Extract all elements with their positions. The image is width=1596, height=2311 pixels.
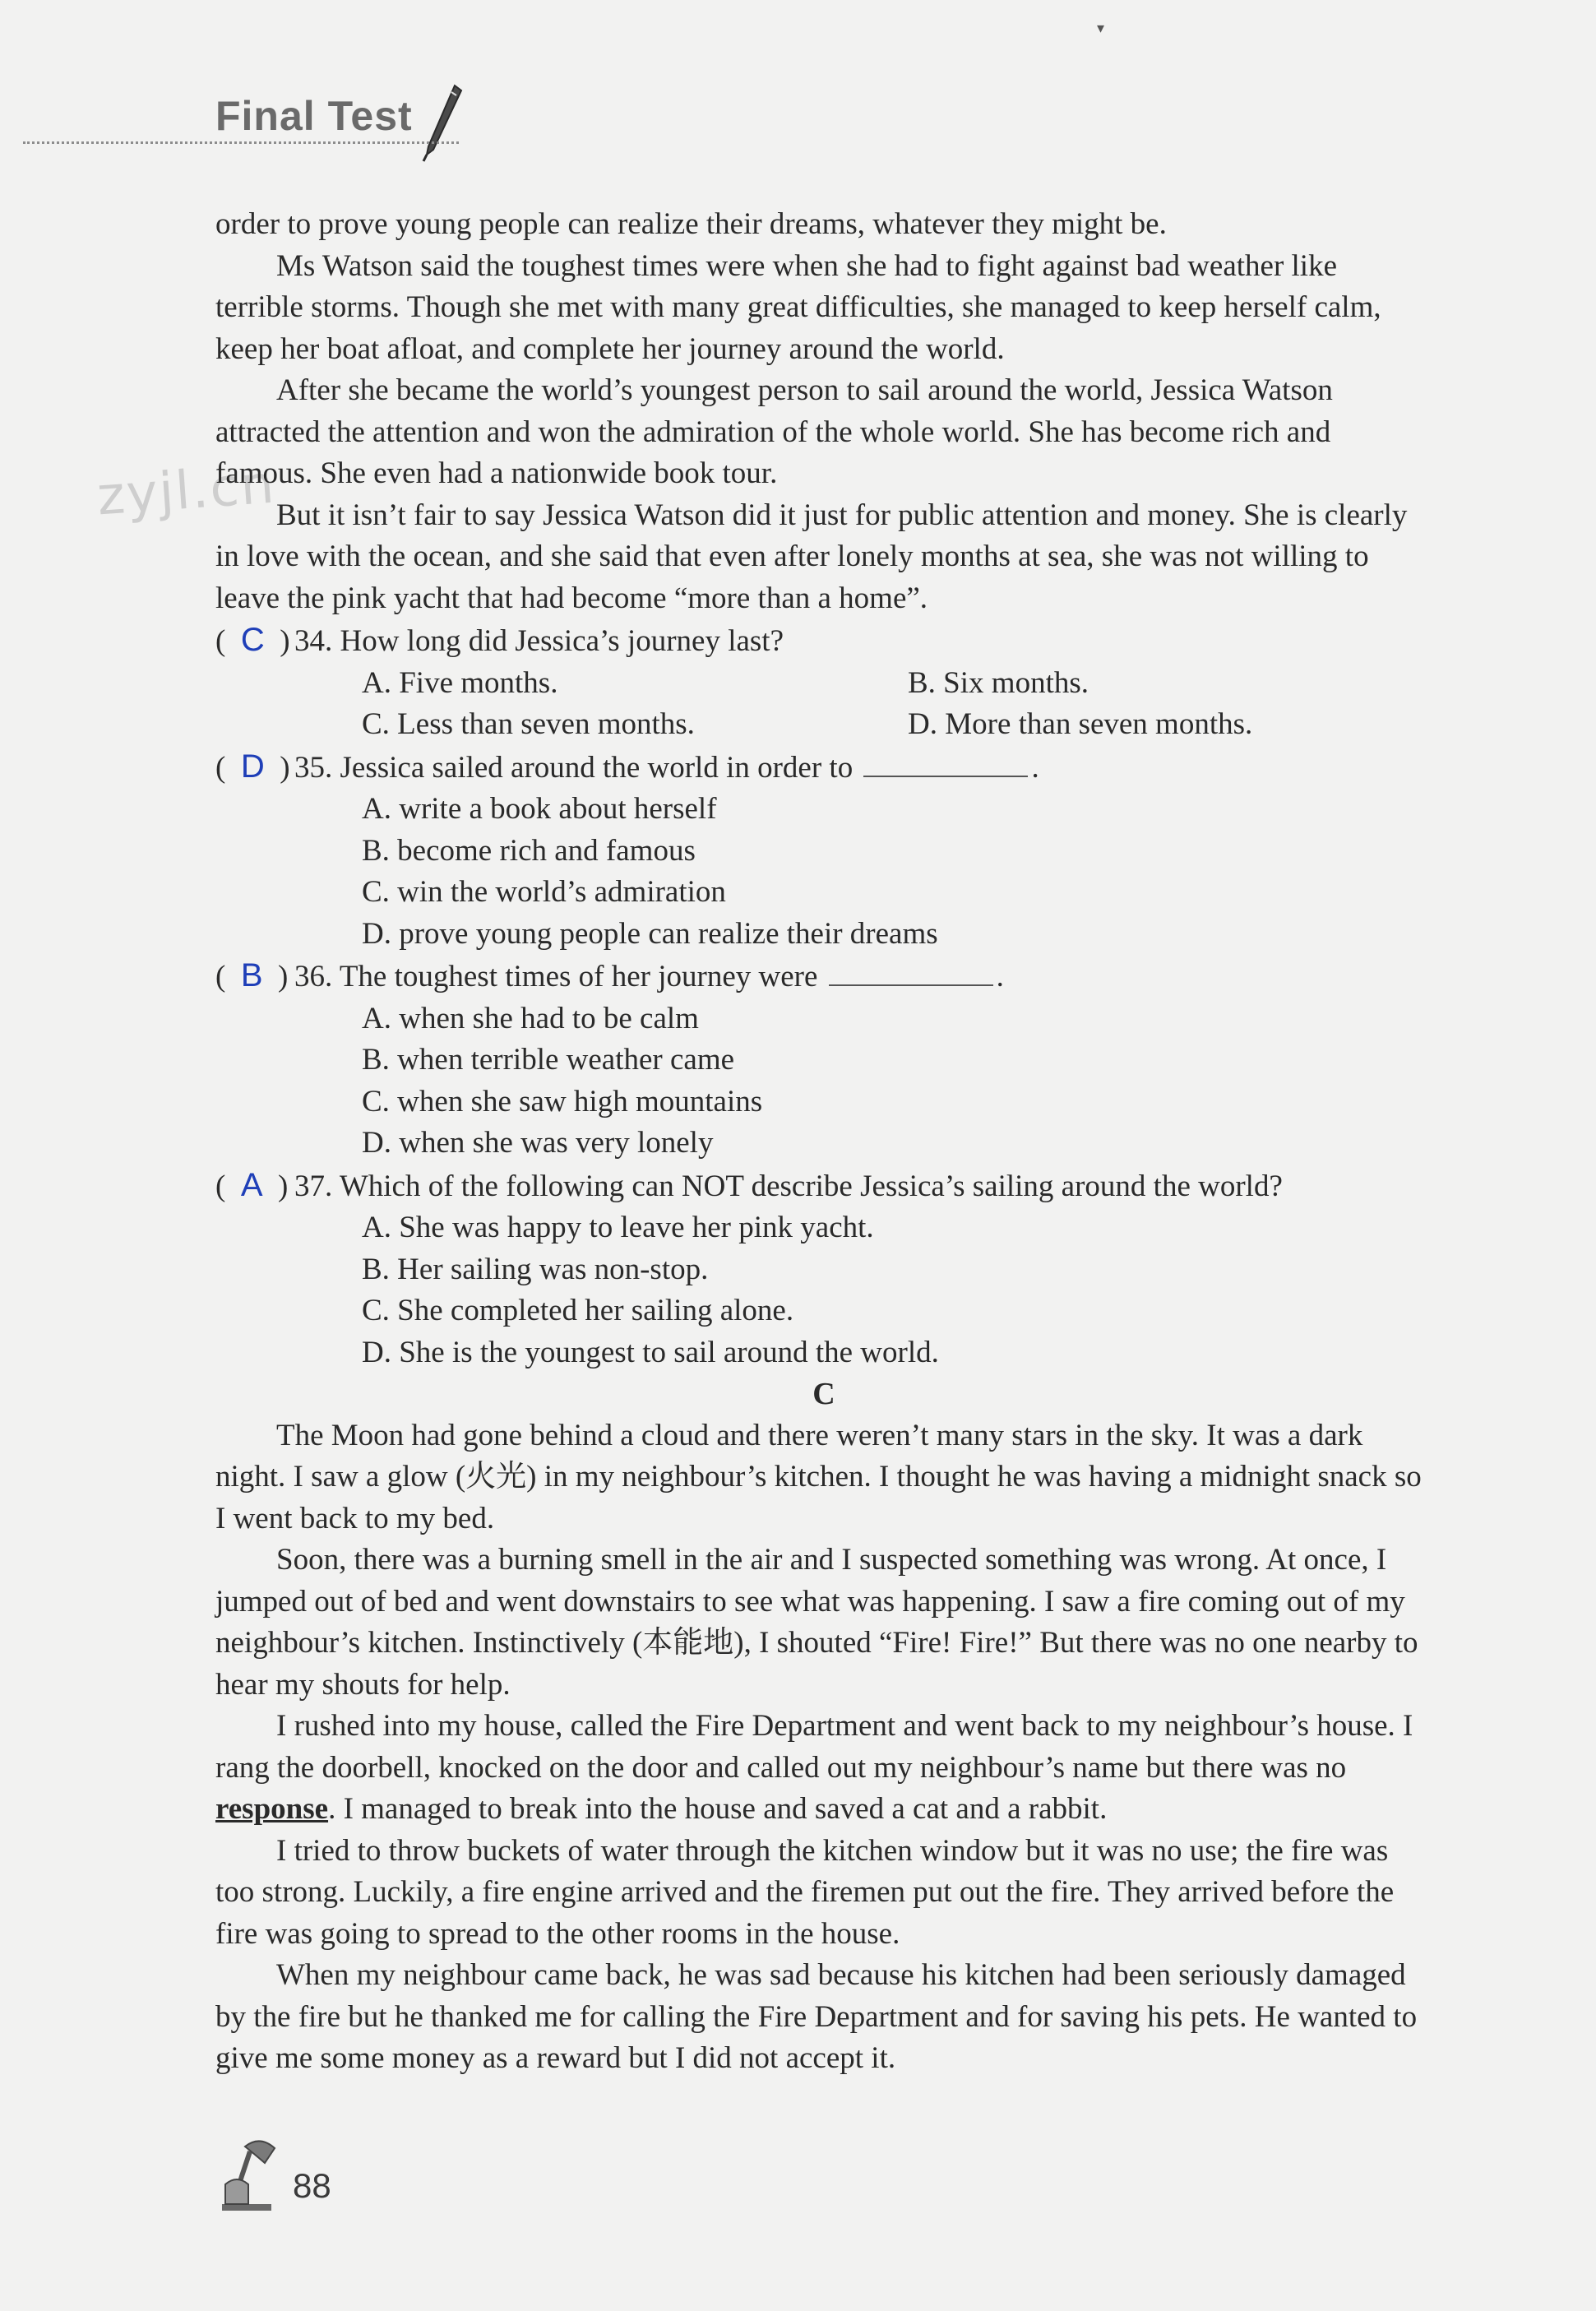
option-a: A. when she had to be calm — [362, 1001, 699, 1035]
passage-c-paragraph-5: When my neighbour came back, he was sad because his kitchen had been seriously damaged by the fire but he thanked me for calling the Fire Department and for saving his pets. He wanted to give me some money as a reward but I did not accept it. — [215, 1958, 1418, 2075]
passage-b-line: order to prove young people can realize their dreams, whatever they might be. — [215, 207, 1167, 241]
answer-mark: A — [240, 1166, 263, 1203]
page-content — [215, 204, 1432, 2080]
question-stem: 37. Which of the following can NOT describe Jessica’s sailing around the world? — [294, 1169, 1283, 1203]
answer-mark: B — [240, 957, 263, 993]
option-d: D. prove young people can realize their dreams — [362, 916, 938, 951]
top-mark: ▾ — [1097, 20, 1105, 37]
passage-c-paragraph-3 — [215, 1706, 1432, 1831]
question-34: ( C ) 34. How long did Jessica’s journey last? A. Five months. B. Six months. C. Less than seven months. D. More than seven months. — [215, 619, 1432, 746]
lamp-icon — [217, 2135, 289, 2214]
question-stem: 35. Jessica sailed around the world in order to — [294, 750, 854, 785]
pen-icon — [415, 81, 465, 163]
option-c: C. win the world’s admiration — [362, 875, 726, 909]
stem-period: . — [1031, 750, 1039, 785]
passage-b-paragraph: Ms Watson said the toughest times were when she had to fight against bad weather like terrible storms. Though she met with many great difficulties, she managed to keep herself calm, keep her boat afloat, and complete her journey around the world. — [215, 248, 1381, 366]
option-a: A. Five months. — [362, 665, 558, 700]
option-a: A. She was happy to leave her pink yacht. — [362, 1211, 874, 1244]
option-b: B. become rich and famous — [362, 833, 696, 868]
watermark: zyjl.cn — [95, 454, 278, 528]
option-b: B. Six months. — [908, 665, 1089, 700]
passage-c-paragraph-1: The Moon had gone behind a cloud and there weren’t many stars in the sky. It was a dark night. I saw a glow (火光) in my neighbour’s kitchen. I thought he was having a midnight snack so I went back to my bed. — [215, 1418, 1422, 1535]
keyword-response: response — [215, 1792, 329, 1826]
paragraph-text: . I managed to break into the house and saved a cat and a rabbit. — [328, 1792, 1108, 1826]
page-number: 88 — [293, 2166, 331, 2205]
stem-period: . — [996, 960, 1004, 993]
question-stem: 36. The toughest times of her journey were — [294, 960, 818, 993]
page-title: Final Test — [215, 93, 413, 139]
answer-blank — [829, 960, 993, 986]
option-d: D. when she was very lonely — [362, 1126, 714, 1160]
answer-blank — [863, 751, 1028, 777]
question-37: ( A ) 37. Which of the following can NOT describe Jessica’s sailing around the world? A. She was happy to leave her pink yacht. B. Her sailing was non-stop. C. She completed her sailing alone. D. She is the youngest to sail around the world. — [215, 1165, 1432, 1374]
header-rule — [23, 141, 459, 144]
question-35: ( D ) 35. Jessica sailed around the world in order to . A. write a book about herself B. become rich and famous C. win the world’s admiration D. prove young people can realize their dreams — [215, 746, 1432, 956]
question-stem: 34. How long did Jessica’s journey last? — [294, 624, 784, 658]
passage-b-paragraph: But it isn’t fair to say Jessica Watson did it just for public attention and money. She is clearly in love with the ocean, and she said that even after lonely months at sea, she was not willing to leave the pink yacht that had become “more than a home”. — [215, 498, 1408, 615]
passage-c-paragraph-2: Soon, there was a burning smell in the air and I suspected something was wrong. At once, I jumped out of bed and went downstairs to see what was happening. I saw a fire coming out of my neighbour’s kitchen. Instinctively (本能地), I shouted “Fire! Fire!” But there was no one nearby to hear my shouts for help. — [215, 1543, 1418, 1702]
option-c: C. when she saw high mountains — [362, 1084, 763, 1118]
option-d: D. More than seven months. — [908, 707, 1253, 741]
option-d: D. She is the youngest to sail around the world. — [362, 1335, 939, 1369]
option-c: C. Less than seven months. — [362, 707, 695, 741]
option-b: B. Her sailing was non-stop. — [362, 1252, 709, 1286]
option-a: A. write a book about herself — [362, 792, 717, 826]
question-36: ( B ) 36. The toughest times of her journey were . A. when she had to be calm B. when terrible weather came C. when she saw high mountains D. when she was very lonely — [215, 955, 1432, 1165]
answer-mark: C — [240, 622, 265, 658]
paragraph-text: I rushed into my house, called the Fire Department and went back to my neighbour’s house. I rang the doorbell, knocked on the door and called out my neighbour’s name but there was no — [215, 1709, 1413, 1785]
section-heading: C — [812, 1377, 835, 1411]
answer-mark: D — [240, 748, 265, 785]
option-c: C. She completed her sailing alone. — [362, 1294, 794, 1327]
passage-b-paragraph: After she became the world’s youngest person to sail around the world, Jessica Watson attracted the attention and won the admiration of the whole world. She has become rich and famous. She even had a nationwide book tour. — [215, 373, 1333, 490]
option-b: B. when terrible weather came — [362, 1043, 735, 1077]
passage-c-paragraph-4: I tried to throw buckets of water through the kitchen window but it was no use; the fire was too strong. Luckily, a fire engine arrived and the firemen put out the fire. They arrived before the fire was going to spread to the other rooms in the house. — [215, 1833, 1395, 1951]
